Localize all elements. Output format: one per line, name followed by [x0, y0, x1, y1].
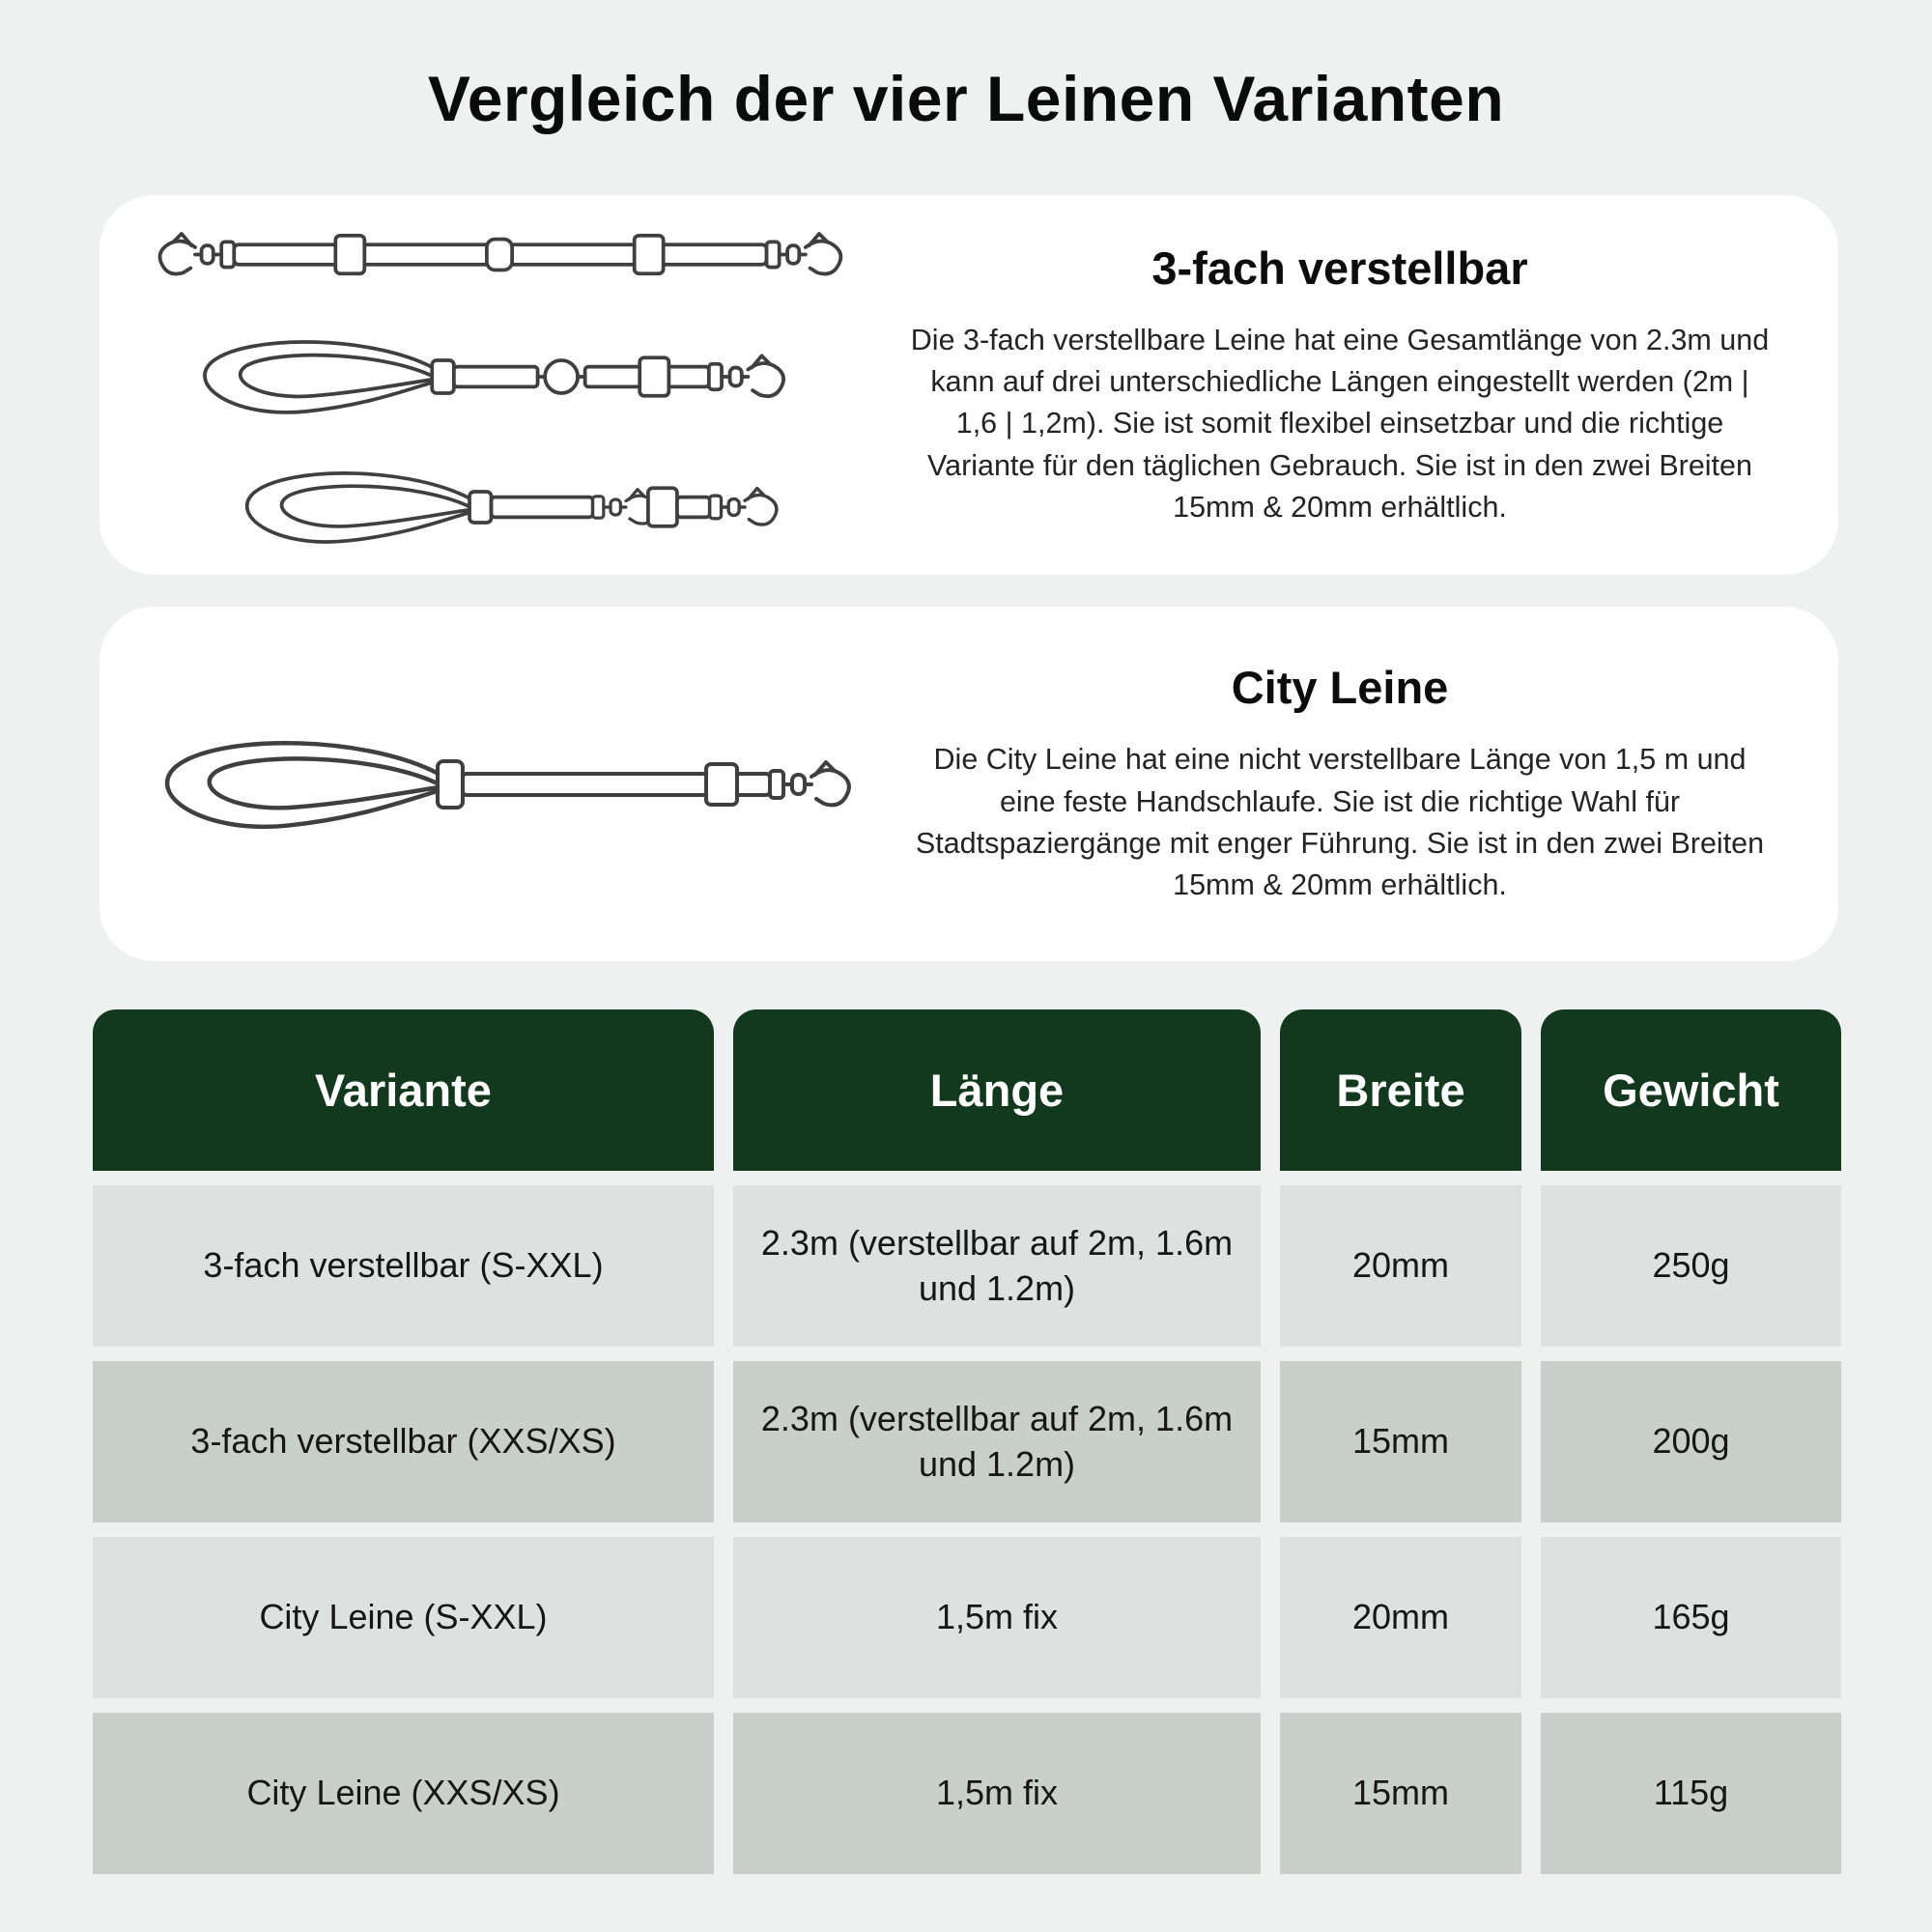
table-header-laenge: Länge — [733, 1009, 1261, 1171]
card-heading-city: City Leine — [1231, 662, 1449, 714]
table-cell-variante: 3-fach verstellbar (S-XXL) — [93, 1185, 714, 1347]
table-cell-gewicht: 250g — [1541, 1185, 1841, 1347]
table-cell-gewicht: 165g — [1541, 1537, 1841, 1698]
page-title: Vergleich der vier Leinen Varianten — [427, 63, 1505, 134]
card-description-city: Die City Leine hat eine nicht verstellbare Länge von 1,5 m und eine feste Handschlaufe. Sie ist die richtige Wahl für Stadtspaziergänge mit enger Führung. Sie ist in den zwei Breiten 15mm & 20mm erhältlich. — [915, 743, 1765, 902]
table-cell-variante: City Leine (S-XXL) — [93, 1537, 714, 1698]
city-leash-illustration — [99, 712, 899, 857]
table-header-variante: Variante — [93, 1009, 714, 1171]
table-cell-breite: 15mm — [1280, 1361, 1521, 1522]
adjustable-card-text — [899, 242, 1838, 528]
table-cell-breite: 15mm — [1280, 1713, 1521, 1874]
table-cell-laenge: 2.3m (verstellbar auf 2m, 1.6m und 1.2m) — [733, 1361, 1261, 1522]
card-description-adjustable: Die 3-fach verstellbare Leine hat eine Gesamtlänge von 2.3m und kann auf drei unterschiedliche Längen eingestellt werden (2m | 1,6 | 1,2m). Sie ist somit flexibel einsetzbar und die richtige Variante für den täglichen Gebrauch. Sie ist in den zwei Breiten 15mm & 20mm erhältlich. — [910, 323, 1770, 524]
loop-leash-with-ring-icon — [142, 313, 857, 440]
table-cell-laenge: 2.3m (verstellbar auf 2m, 1.6m und 1.2m) — [733, 1185, 1261, 1347]
table-cell-breite: 20mm — [1280, 1537, 1521, 1698]
city-card-text — [899, 661, 1838, 906]
variant-card-adjustable — [99, 195, 1838, 575]
table-cell-gewicht: 200g — [1541, 1361, 1841, 1522]
table-cell-laenge: 1,5m fix — [733, 1713, 1261, 1874]
table-header-gewicht: Gewicht — [1541, 1009, 1841, 1171]
short-loop-leash-icon — [185, 448, 813, 566]
city-leash-icon — [132, 712, 867, 857]
table-cell-variante: City Leine (XXS/XS) — [93, 1713, 714, 1874]
table-header-breite: Breite — [1280, 1009, 1521, 1171]
comparison-table — [93, 1009, 1841, 1874]
table-cell-laenge: 1,5m fix — [733, 1537, 1261, 1698]
table-cell-variante: 3-fach verstellbar (XXS/XS) — [93, 1361, 714, 1522]
adjustable-leash-icon — [123, 204, 876, 305]
adjustable-leash-illustrations — [99, 204, 899, 566]
table-cell-gewicht: 115g — [1541, 1713, 1841, 1874]
card-heading-adjustable: 3-fach verstellbar — [1151, 242, 1528, 294]
variant-card-city — [99, 607, 1838, 961]
table-cell-breite: 20mm — [1280, 1185, 1521, 1347]
